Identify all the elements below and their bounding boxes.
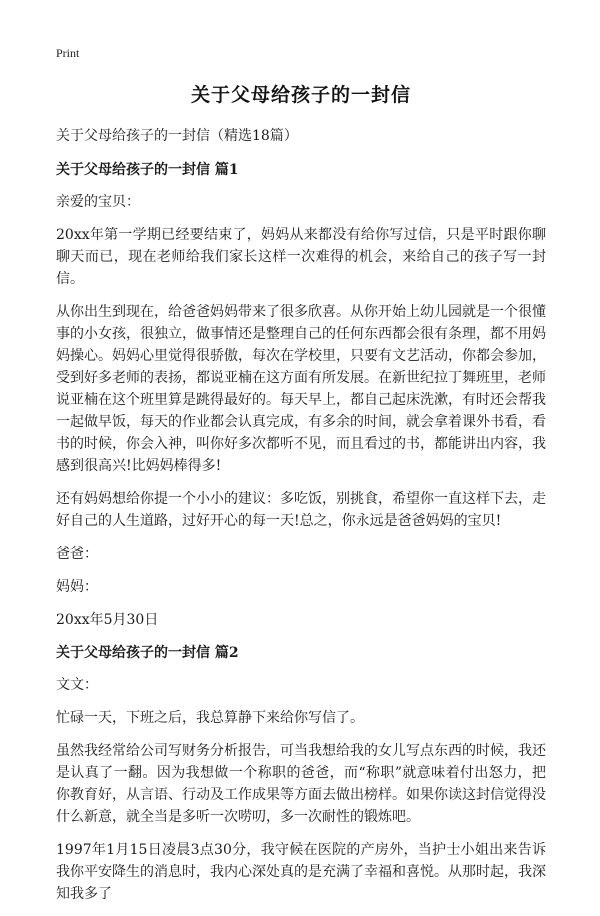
salutation: 亲爱的宝贝： [56, 194, 140, 210]
salutation: 文文： [56, 677, 98, 693]
section-heading: 关于父母给孩子的一封信 篇2 [56, 645, 239, 661]
paragraph: 1997年1月15日凌晨3点30分，我守候在医院的产房外，当护士小姐出来告诉我你平安降生的消息时，我内心深处真的是充满了幸福和喜悦。从那时起，我深知我多了 [56, 842, 546, 902]
paragraph: 虽然我经常给公司写财务分析报告，可当我想给我的女儿写点东西的时候，我还是认真了一翻。因为我想做一个称职的爸爸，而“称职”就意味着付出怒力，把你教育好，从言语、行动及工作成果等方面去做出榜样。如果你读这封信觉得没什么新意，就全当是多听一次唠叨，多一次耐性的锻炼吧。 [56, 743, 546, 825]
document-subtitle: 关于父母给孩子的一封信（精选18篇） [56, 128, 298, 144]
paragraph: 还有妈妈想给你提一个小小的建议：多吃饭，别挑食，希望你一直这样下去，走好自己的人生道路，过好开心的每一天!总之，你永远是爸爸妈妈的宝贝! [56, 491, 546, 529]
paragraph: 20xx年第一学期已经要结束了，妈妈从来都没有给你写过信，只是平时跟你聊聊天而已，现在老师给我们家长这样一次难得的机会，来给自己的孩子写一封信。 [56, 227, 546, 287]
paragraph: 忙碌一天，下班之后，我总算静下来给你写信了。 [56, 710, 364, 726]
document-body [56, 80, 546, 916]
signature-mother: 妈妈： [56, 579, 98, 595]
section-1 [56, 159, 546, 631]
letter-date: 20xx年5月30日 [56, 612, 159, 628]
print-link[interactable]: Print [56, 46, 80, 60]
paragraph: 从你出生到现在，给爸爸妈妈带来了很多欣喜。从你开始上幼儿园就是一个很懂事的小女孩，很独立，做事情还是整理自己的任何东西都会很有条理，都不用妈妈操心。妈妈心里觉得很骄傲，每次在学校里，只要有文艺活动，你都会参加，受到好多老师的表扬，都说亚楠在这方面有所发展。在新世纪拉丁舞班里，老师说亚楠在这个班里算是跳得最好的。每天早上，都自己起床洗漱，有时还会帮我一起做早饭，每天的作业都会认真完成，有多余的时间，就会拿着课外书看，看书的时候，你会入神，叫你好多次都听不见，而且看过的书，都能讲出内容，我感到很高兴!比妈妈棒得多! [56, 304, 546, 474]
section-2 [56, 642, 546, 905]
section-heading: 关于父母给孩子的一封信 篇1 [56, 162, 239, 178]
page-title: 关于父母给孩子的一封信 [190, 84, 411, 106]
signature-father: 爸爸： [56, 546, 98, 562]
